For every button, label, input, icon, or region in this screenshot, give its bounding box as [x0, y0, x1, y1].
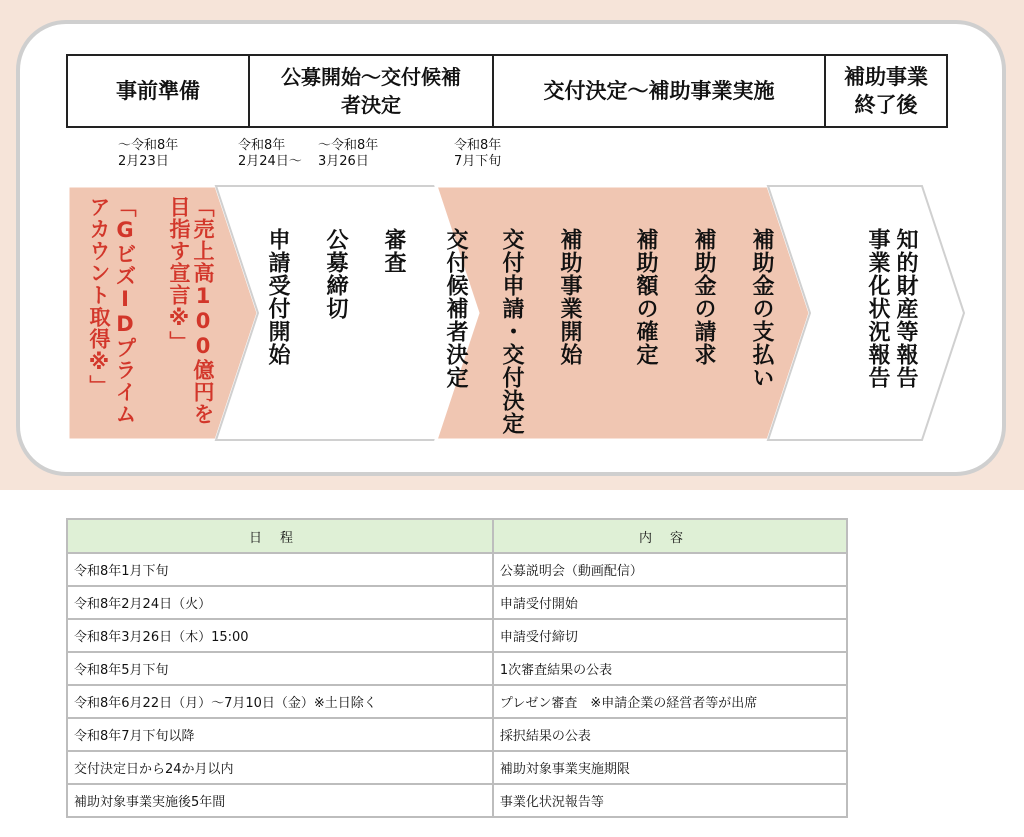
flow-text-application-deadline: 公募締切 — [323, 228, 348, 320]
header-schedule: 日程 — [67, 519, 493, 553]
table-row — [67, 718, 847, 751]
date-decision: 令和8年 7月下旬 — [454, 138, 502, 169]
table-row — [67, 586, 847, 619]
schedule-cell: 令和8年3月26日（木）15:00 — [67, 619, 493, 652]
flow-text-ip-report: 知的財産等報告 — [893, 228, 918, 389]
header-content: 内容 — [493, 519, 847, 553]
content-cell: 1次審査結果の公表 — [493, 652, 847, 685]
flow-text-gbizid-1: 「GビズIDプライム — [113, 196, 137, 425]
phase-after-completion: 補助事業 終了後 — [824, 54, 948, 128]
flow-text-sales-declaration-2: 目指す宣言※」 — [167, 196, 191, 353]
table-row — [67, 652, 847, 685]
flow-text-grant-decision: 交付申請・交付決定 — [499, 228, 524, 435]
content-cell: 事業化状況報告等 — [493, 784, 847, 817]
flow-text-commercialization-report: 事業化状況報告 — [865, 228, 890, 389]
flow-text-project-start: 補助事業開始 — [557, 228, 582, 366]
content-cell: 採択結果の公表 — [493, 718, 847, 751]
schedule-table — [66, 518, 848, 818]
date-preparation-end: ～令和8年 2月23日 — [118, 138, 179, 169]
flow-text-subsidy-claim: 補助金の請求 — [691, 228, 716, 366]
content-cell: 補助対象事業実施期限 — [493, 751, 847, 784]
schedule-cell: 令和8年7月下旬以降 — [67, 718, 493, 751]
phase-preparation: 事前準備 — [66, 54, 250, 128]
schedule-cell: 令和8年1月下旬 — [67, 553, 493, 586]
schedule-cell: 交付決定日から24か月以内 — [67, 751, 493, 784]
flow-text-gbizid-2: アカウント取得※」 — [87, 196, 111, 397]
table-row — [67, 553, 847, 586]
flow-text-amount-confirmation: 補助額の確定 — [633, 228, 658, 366]
flow-text-sales-declaration-1: 「売上高100億円を — [191, 196, 215, 425]
table-row — [67, 685, 847, 718]
table-row — [67, 784, 847, 817]
date-application-start: 令和8年 2月24日～ — [238, 138, 302, 169]
table-row — [67, 619, 847, 652]
flow-text-subsidy-payment: 補助金の支払い — [749, 228, 774, 389]
table-row — [67, 751, 847, 784]
phase-implementation: 交付決定～補助事業実施 — [492, 54, 826, 128]
schedule-cell: 令和8年5月下旬 — [67, 652, 493, 685]
schedule-cell: 補助対象事業実施後5年間 — [67, 784, 493, 817]
flow-text-review: 審査 — [381, 228, 406, 274]
flow-text-application-start: 申請受付開始 — [265, 228, 290, 366]
content-cell: プレゼン審査 ※申請企業の経営者等が出席 — [493, 685, 847, 718]
content-cell: 申請受付締切 — [493, 619, 847, 652]
flow-text-candidate-decision: 交付候補者決定 — [443, 228, 468, 389]
schedule-cell: 令和8年6月22日（月）～7月10日（金）※土日除く — [67, 685, 493, 718]
content-cell: 公募説明会（動画配信） — [493, 553, 847, 586]
phase-application: 公募開始～交付候補 者決定 — [248, 54, 494, 128]
content-cell: 申請受付開始 — [493, 586, 847, 619]
date-application-end: ～令和8年 3月26日 — [318, 138, 379, 169]
table-header-row — [67, 519, 847, 553]
schedule-cell: 令和8年2月24日（火） — [67, 586, 493, 619]
